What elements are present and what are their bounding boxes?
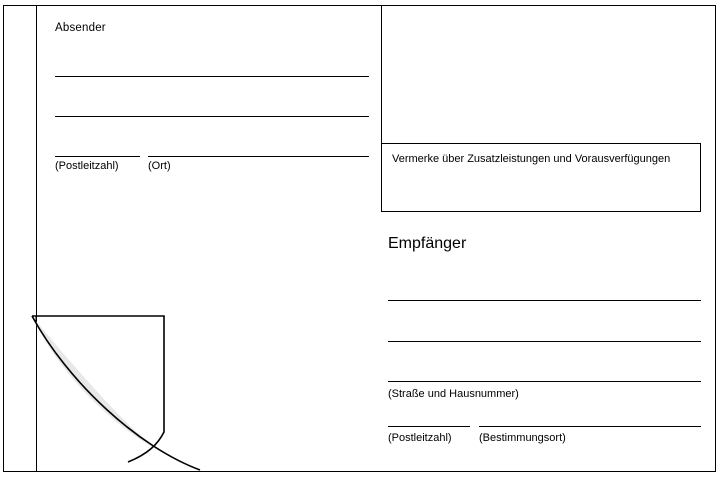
sender-line-1: [55, 76, 369, 77]
recipient-city-line: [479, 426, 701, 427]
recipient-line-2: [388, 341, 701, 342]
recipient-postcode-caption: (Postleitzahl): [388, 432, 452, 444]
notes-box: [381, 143, 701, 212]
sender-city-line: [148, 156, 369, 157]
stamp-area-divider: [381, 6, 382, 144]
fold-curve-outer: [32, 316, 200, 470]
recipient-postcode-line: [388, 426, 470, 427]
sender-city-caption: (Ort): [148, 160, 171, 172]
recipient-city-caption: (Bestimmungsort): [479, 432, 566, 444]
notes-box-text: Vermerke über Zusatzleistungen und Vorausverfügungen: [392, 153, 671, 165]
recipient-street-caption: (Straße und Hausnummer): [388, 388, 519, 400]
fold-shadow-shape: [32, 316, 200, 470]
recipient-label: Empfänger: [388, 235, 467, 252]
folded-corner-illustration: [28, 312, 208, 474]
sender-line-2: [55, 116, 369, 117]
recipient-line-1: [388, 300, 701, 301]
sender-label: Absender: [55, 22, 106, 34]
recipient-street-line: [388, 381, 701, 382]
sender-postcode-line: [55, 156, 140, 157]
sender-postcode-caption: (Postleitzahl): [55, 160, 119, 172]
